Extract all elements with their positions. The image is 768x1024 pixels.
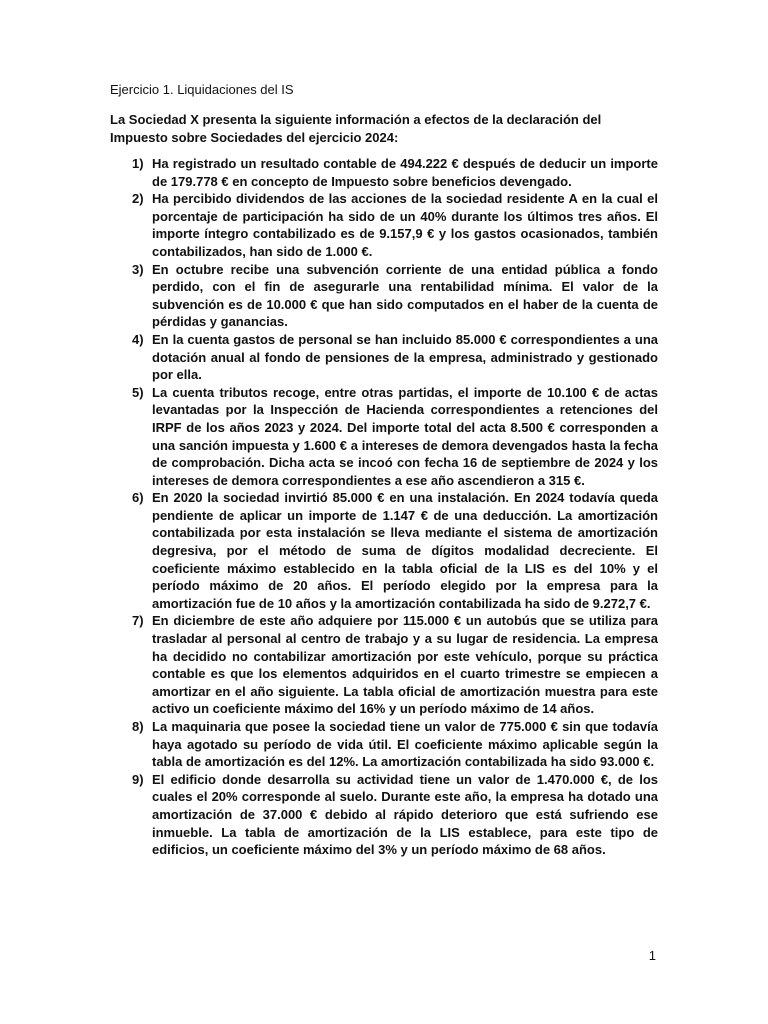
item-number: 1): [132, 156, 144, 171]
item-number: 2): [132, 191, 144, 207]
item-number: 8): [132, 719, 144, 734]
item-number: 9): [132, 771, 144, 787]
item-number: 4): [132, 331, 144, 347]
list-item: [110, 190, 658, 260]
item-text: Ha registrado un resultado contable de 494.222 € después de deducir un importe de 179.778 € en concepto de Impuesto sobre beneficios devengado.: [152, 156, 658, 189]
exercise-items-list: [110, 155, 658, 859]
list-item: [110, 612, 658, 718]
exercise-intro: La Sociedad X presenta la siguiente información a efectos de la declaración del Impuesto sobre Sociedades del ejercicio 2024:: [110, 112, 602, 145]
list-item: [110, 771, 658, 859]
page-content: [110, 81, 658, 859]
item-text: En la cuenta gastos de personal se han incluido 85.000 € correspondientes a una dotación anual al fondo de pensiones de la empresa, administrado y gestionado por ella.: [152, 331, 658, 383]
item-text: En octubre recibe una subvención corriente de una entidad pública a fondo perdido, con el fin de asegurarle una rentabilidad mínima. El valor de la subvención es de 10.000 € que han sido computados en el haber de la cuenta de pérdidas y ganancias.: [152, 261, 658, 330]
list-item: [110, 331, 658, 384]
item-text: Ha percibido dividendos de las acciones de la sociedad residente A en la cual el porcentaje de participación ha sido de un 40% durante los últimos tres años. El importe íntegro contabilizado es de 9.157,9 € y los gastos ocasionados, también contabilizados, han sido de 1.000 €.: [152, 191, 658, 259]
item-text: La cuenta tributos recoge, entre otras partidas, el importe de 10.100 € de actas levantadas por la Inspección de Hacienda correspondientes a retenciones del IRPF de los años 2023 y 2024. Del importe total del acta 8.500 € corresponden a una sanción impuesta y 1.600 € a intereses de demora devengados hasta la fecha de comprobación. Dicha acta se incoó con fecha 16 de septiembre de 2024 y los intereses de demora correspondientes a ese año ascendieron a 315 €.: [152, 384, 658, 488]
item-number: 5): [132, 384, 144, 400]
item-number: 3): [132, 261, 144, 277]
item-number: 6): [132, 490, 144, 506]
item-text: En diciembre de este año adquiere por 115.000 € un autobús que se utiliza para trasladar al personal al centro de trabajo y a su lugar de residencia. La empresa ha decidido no contabilizar amortización por este vehículo, porque su práctica contable es que los elementos adquiridos en el cuarto trimestre se empiecen a amortizar en el año siguiente. La tabla oficial de amortización muestra para este activo un coeficiente máximo del 16% y un período máximo de 14 años.: [152, 613, 658, 717]
page-number: 1: [648, 948, 656, 963]
exercise-title: Ejercicio 1. Liquidaciones del IS: [110, 82, 294, 97]
item-text: La maquinaria que posee la sociedad tiene un valor de 775.000 € sin que todavía haya agotado su período de vida útil. El coeficiente máximo aplicable según la tabla de amortización es del 12%. La amortización contabilizada ha sido 93.000 €.: [152, 719, 658, 770]
item-text: En 2020 la sociedad invirtió 85.000 € en una instalación. En 2024 todavía queda pendiente de aplicar un importe de 1.147 € de una deducción. La amortización contabilizada por esta instalación se lleva mediante el sistema de amortización degresiva, por el método de suma de dígitos modalidad decreciente. El coeficiente máximo establecido en la tabla oficial de la LIS es del 10% y el período máximo de 20 años. El período elegido por la empresa para la amortización fue de 10 años y la amortización contabilizada ha sido de 9.272,7 €.: [152, 490, 658, 611]
list-item: [110, 384, 658, 490]
list-item: [110, 261, 658, 331]
list-item: [110, 718, 658, 771]
list-item: [110, 155, 658, 190]
list-item: [110, 489, 658, 612]
item-number: 7): [132, 613, 144, 629]
item-text: El edificio donde desarrolla su actividad tiene un valor de 1.470.000 €, de los cuales el 20% corresponde al suelo. Durante este año, la empresa ha dotado una amortización de 37.000 € debido al rápido deterioro que está sufriendo ese inmueble. La tabla de amortización de la LIS establece, para este tipo de edificios, un coeficiente máximo del 3% y un período máximo de 68 años.: [152, 771, 658, 858]
